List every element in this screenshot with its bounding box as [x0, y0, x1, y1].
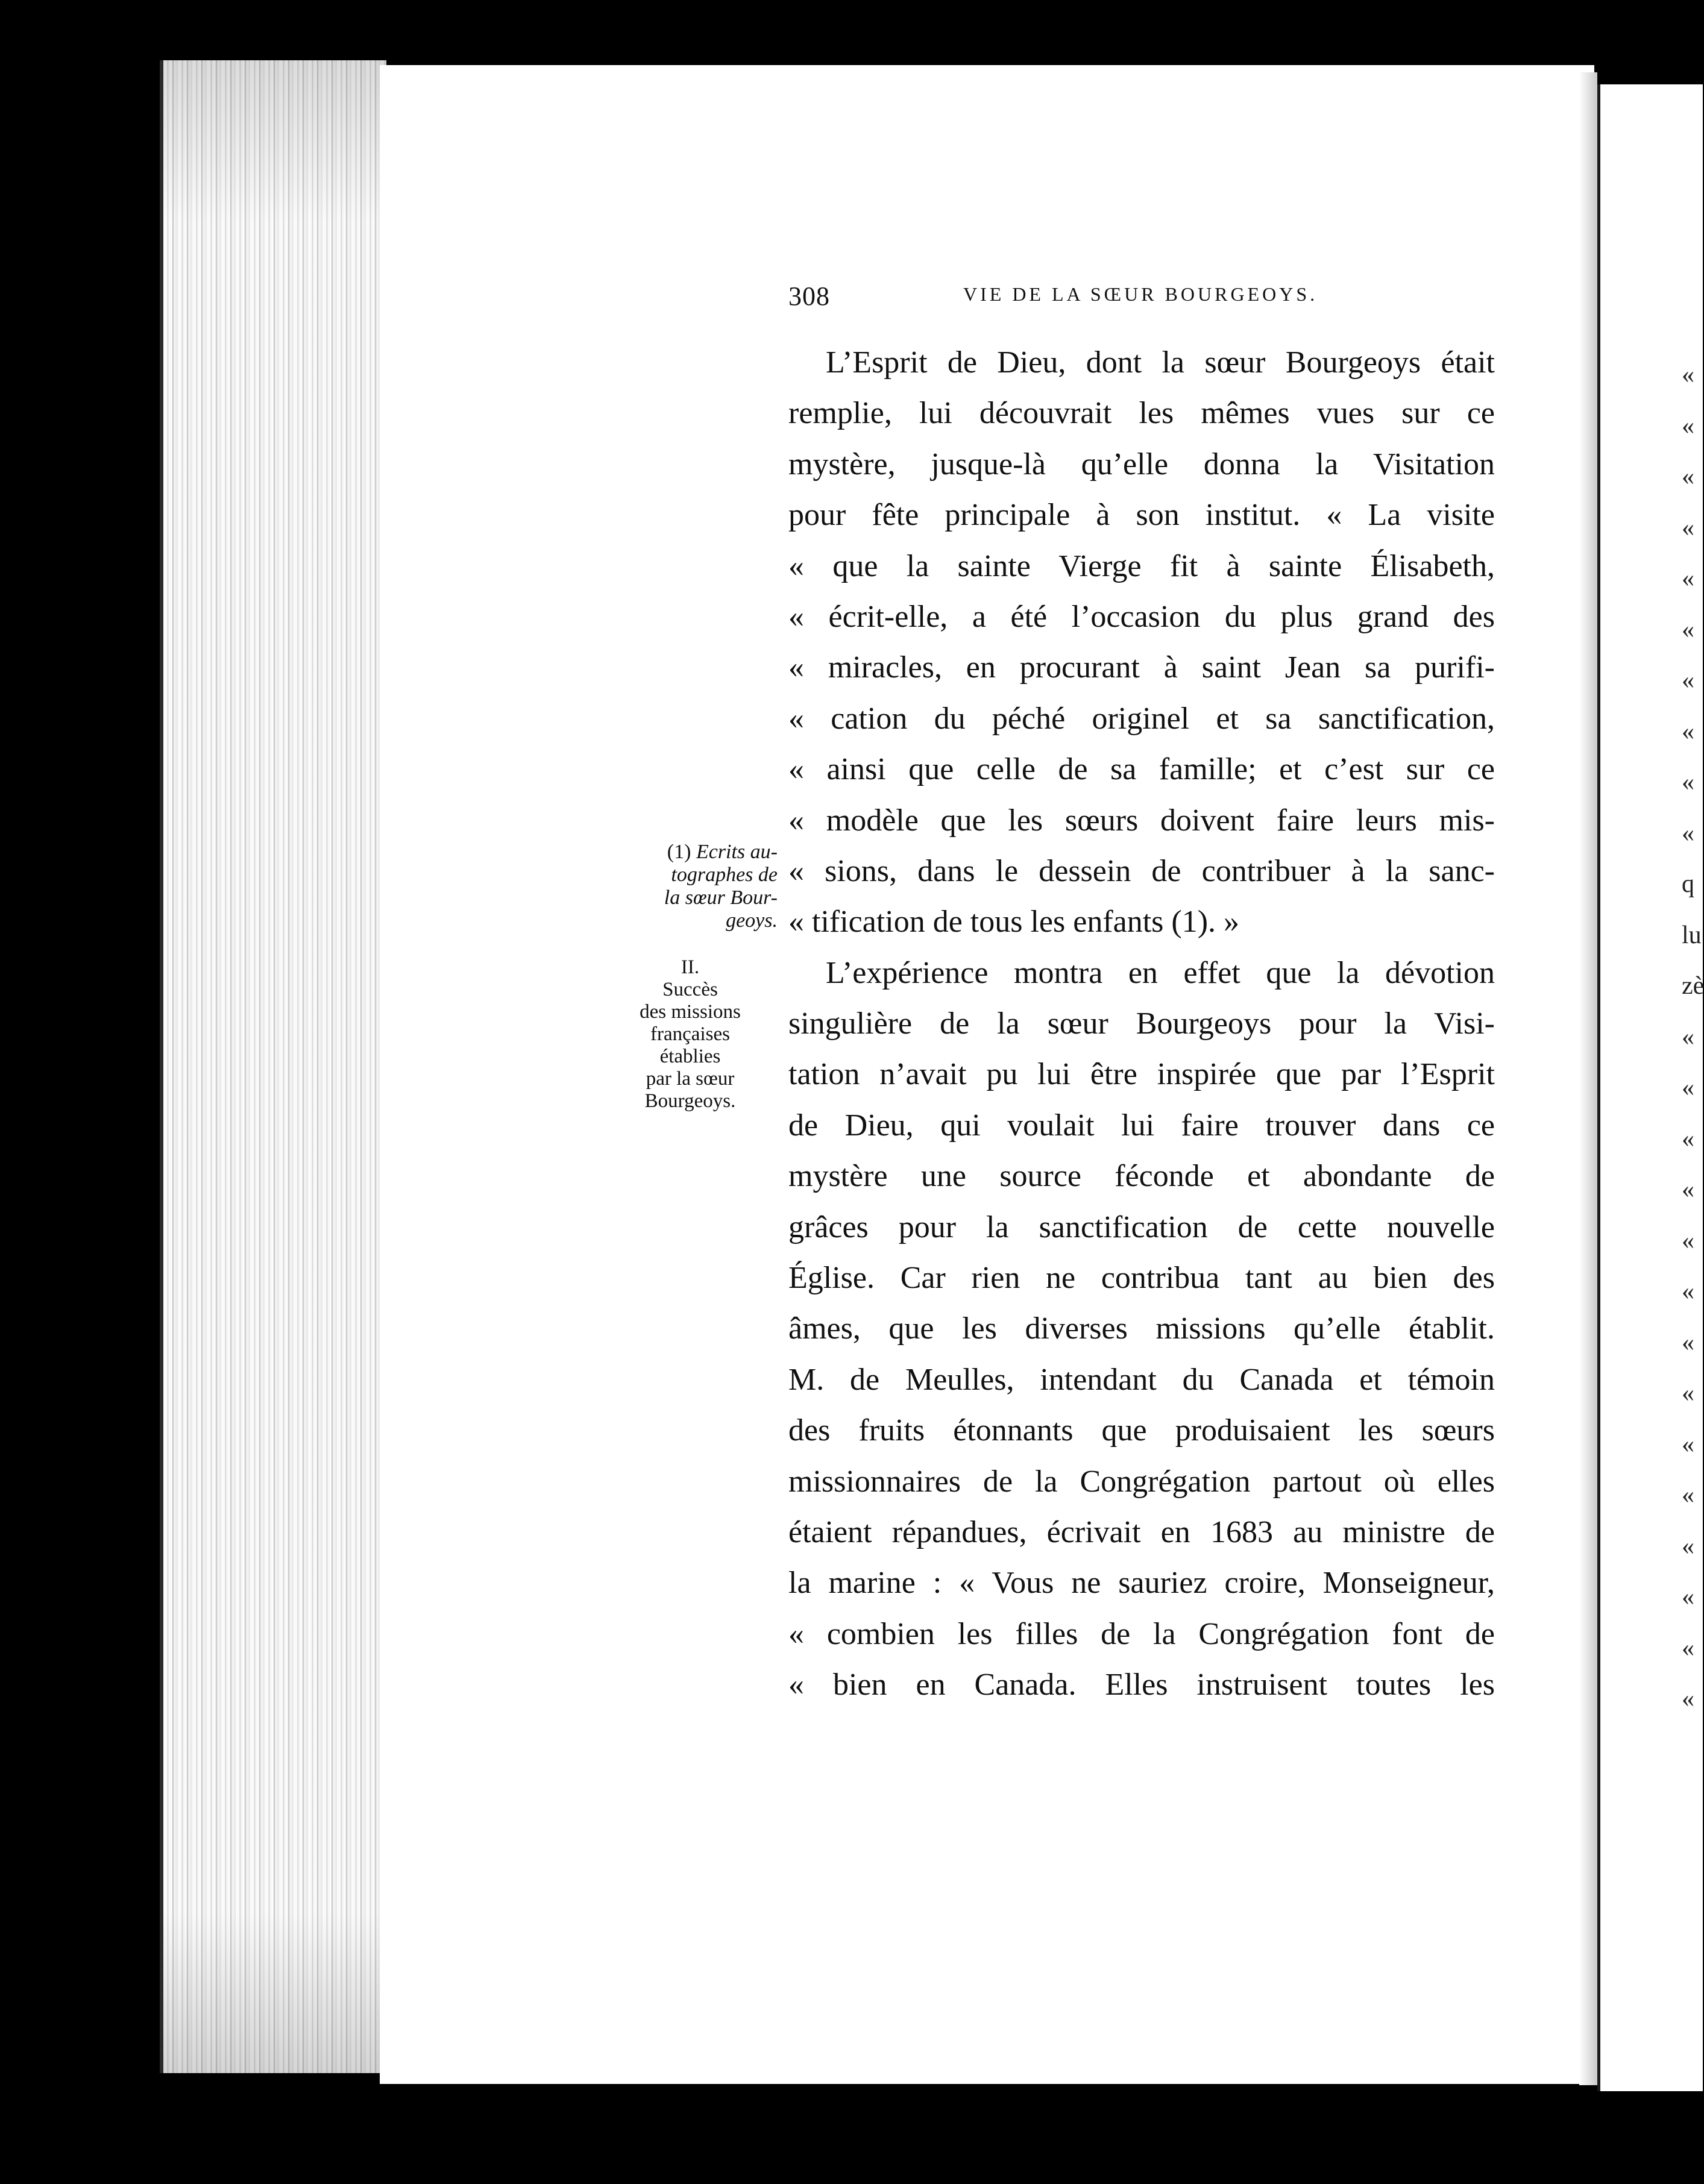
facing-page-fragment: « [1682, 1023, 1694, 1051]
text-line: tation n’avait pu lui être inspirée que par l’Esprit [788, 1057, 1495, 1092]
text-line: « miracles, en procurant à saint Jean sa purifi- [788, 650, 1495, 685]
text-line: M. de Meulles, intendant du Canada et témoin [788, 1362, 1495, 1397]
footnote-number: (1) [667, 841, 696, 863]
facing-page-fragment: « [1682, 615, 1694, 644]
facing-page-fragment: « [1682, 1379, 1694, 1407]
facing-page-fragment: « [1682, 1074, 1694, 1102]
facing-page-fragment: « [1682, 1125, 1694, 1153]
facing-page-fragment: « [1682, 768, 1694, 796]
facing-page-fragment: zè [1682, 972, 1704, 1000]
facing-page-fragment: « [1682, 667, 1694, 694]
text-line: singulière de la sœur Bourgeoys pour la Visi- [788, 1006, 1495, 1041]
text-line: « que la sainte Vierge fit à sainte Élisabeth, [788, 548, 1495, 583]
facing-page-fragment: « [1682, 1583, 1694, 1611]
sidenote-line: établies [659, 1046, 721, 1067]
footnote-line: tographes de [671, 864, 778, 886]
facing-page-fragment: « [1682, 361, 1694, 389]
facing-page-fragment: « [1682, 1226, 1694, 1255]
facing-page-fragment: q [1682, 870, 1694, 898]
facing-page-fragment: lu [1682, 921, 1702, 949]
footnote [603, 841, 778, 932]
facing-page-marks [1682, 350, 1704, 1725]
footnote-text: Ecrits au- [696, 841, 778, 863]
facing-page-fragment: « [1682, 412, 1694, 440]
text-line: « combien les filles de la Congrégation font de [788, 1616, 1495, 1651]
sidenote-line: Bourgeoys. [644, 1090, 736, 1112]
footnote-line [603, 841, 778, 864]
facing-page-fragment: « [1682, 1532, 1694, 1560]
text-line: grâces pour la sanctification de cette nouvelle [788, 1210, 1495, 1244]
text-line: des fruits étonnants que produisaient les sœurs [788, 1413, 1495, 1448]
sidenote-line: des missions [640, 1001, 741, 1023]
text-line: de Dieu, qui voulait lui faire trouver dans ce [788, 1108, 1495, 1143]
sidenote-number: II. [681, 956, 700, 978]
text-line: « sions, dans le dessein de contribuer à la sanc- [788, 853, 1495, 888]
text-line: « ainsi que celle de sa famille; et c’est sur ce [788, 752, 1495, 787]
text-line: « cation du péché originel et sa sanctification, [788, 701, 1495, 736]
facing-page-fragment: « [1682, 1430, 1694, 1458]
facing-page-fragment: « [1682, 819, 1694, 847]
running-title: VIE DE LA SŒUR BOURGEOYS. [963, 283, 1318, 305]
facing-page-fragment: « [1682, 1176, 1694, 1203]
sidenote-line: françaises [650, 1023, 730, 1045]
text-line: L’Esprit de Dieu, dont la sœur Bourgeoys était [826, 345, 1495, 380]
text-line: « bien en Canada. Elles instruisent toutes les [788, 1668, 1495, 1702]
footnote-line: geoys. [726, 909, 778, 932]
margin-notes [603, 841, 778, 1112]
facing-page-fragment: « [1682, 717, 1694, 745]
facing-page-fragment: « [1682, 565, 1694, 592]
sidenote [603, 956, 778, 1112]
running-head [788, 281, 1572, 317]
text-line: « tification de tous les enfants (1). » [788, 905, 1240, 940]
facing-page-fragment: « [1682, 1634, 1694, 1662]
body-text [788, 337, 1495, 1711]
gutter-shadow [1579, 72, 1597, 2085]
facing-page-fragment: « [1682, 463, 1694, 491]
text-line: âmes, que les diverses missions qu’elle établit. [788, 1311, 1495, 1346]
text-line: missionnaires de la Congrégation partout où elles [788, 1464, 1495, 1499]
text-line: pour fête principale à son institut. « La visite [788, 498, 1495, 533]
sidenote-line: Succès [662, 979, 718, 1000]
text-line: Église. Car rien ne contribua tant au bien des [788, 1261, 1495, 1296]
facing-page-fragment: « [1682, 1278, 1694, 1305]
text-line: « écrit-elle, a été l’occasion du plus grand des [788, 599, 1495, 634]
text-line: étaient répandues, écrivait en 1683 au ministre de [788, 1514, 1495, 1549]
text-line: mystère, jusque-là qu’elle donna la Visitation [788, 447, 1495, 482]
facing-page-fragment: « [1682, 1328, 1694, 1357]
page-edges [160, 60, 386, 2073]
facing-page-fragment: « [1682, 1685, 1694, 1713]
facing-page-fragment: « [1682, 1481, 1694, 1509]
text-line: « modèle que les sœurs doivent faire leurs mis- [788, 803, 1495, 838]
facing-page-fragment: « [1682, 513, 1694, 542]
footnote-line: la sœur Bour- [664, 886, 778, 909]
page-number: 308 [788, 281, 830, 311]
text-line: mystère une source féconde et abondante de [788, 1159, 1495, 1194]
text-line: la marine : « Vous ne sauriez croire, Monseigneur, [788, 1566, 1495, 1601]
sidenote-line: par la sœur [646, 1068, 735, 1090]
text-line: L’expérience montra en effet que la dévotion [826, 955, 1495, 990]
text-line: remplie, lui découvrait les mêmes vues sur ce [788, 396, 1495, 431]
